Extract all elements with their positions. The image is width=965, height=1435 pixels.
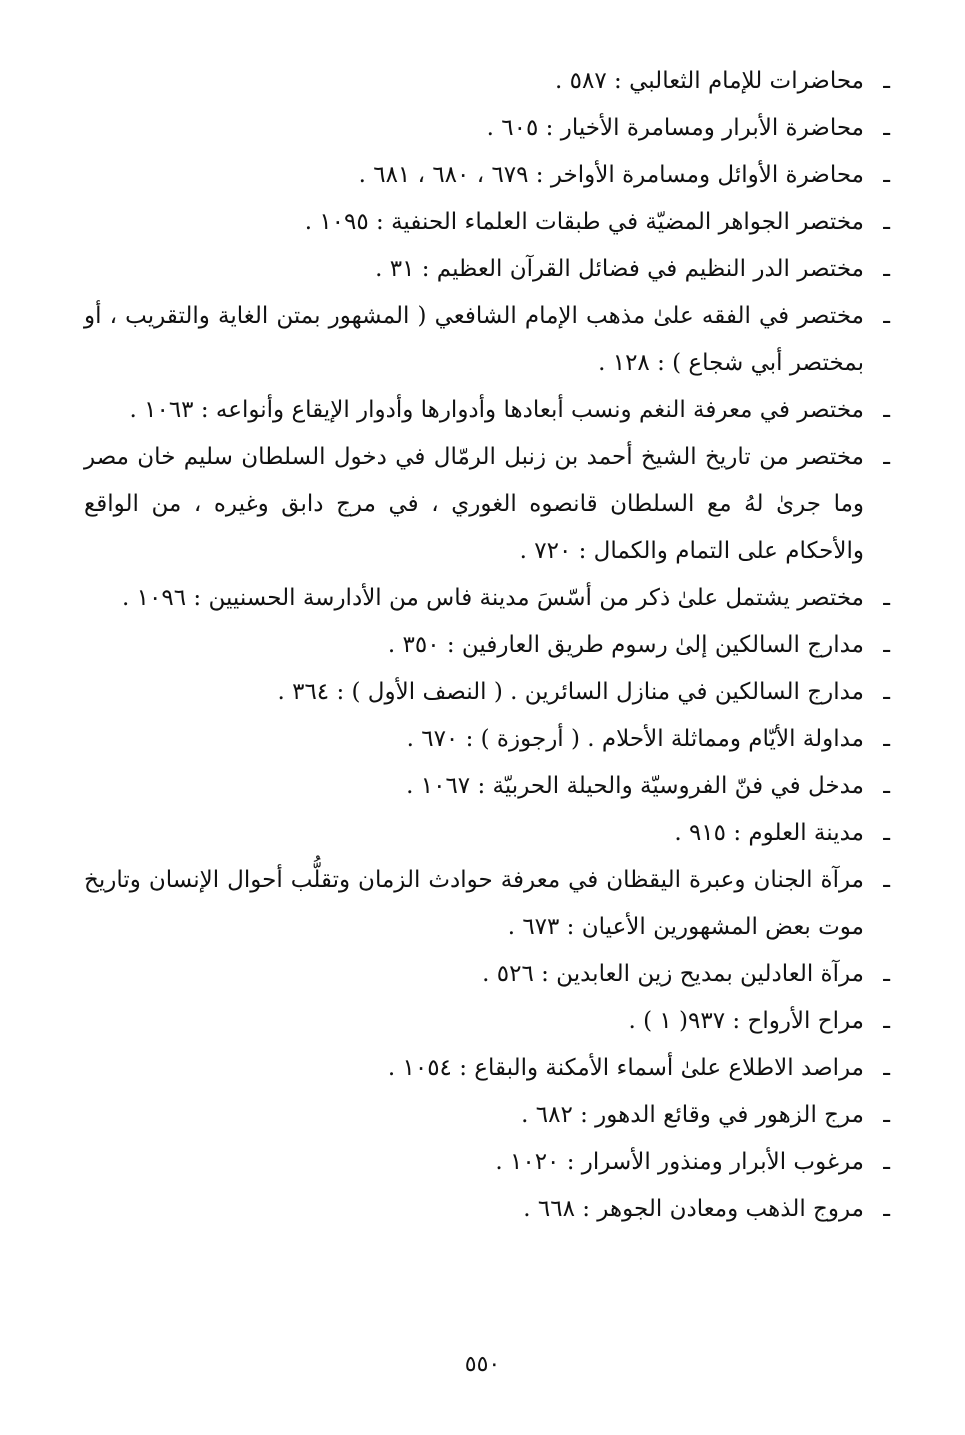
entry-text: محاضرة الأبرار ومسامرة الأخيار : ٦٠٥ . bbox=[486, 115, 864, 141]
entry-text: مرج الزهور في وقائع الدهور : ٦٨٢ . bbox=[521, 1102, 864, 1128]
entry-text: مختصر في الفقه علىٰ مذهب الإمام الشافعي ( المشهور بمتن الغاية والتقريب ، أو بمختصر أبي شجاع ) : ١٢٨ . bbox=[84, 303, 864, 376]
index-entry bbox=[84, 1186, 890, 1233]
index-entry bbox=[84, 998, 890, 1045]
index-entry bbox=[84, 293, 890, 387]
entry-dash: ـ bbox=[883, 1196, 890, 1222]
entry-text: مروج الذهب ومعادن الجوهر : ٦٦٨ . bbox=[523, 1196, 864, 1222]
entry-text: مدارج السالكين في منازل السائرين . ( النصف الأول ) : ٣٦٤ . bbox=[277, 679, 864, 705]
entry-dash: ـ bbox=[883, 209, 890, 235]
entry-text: مدخل في فنّ الفروسيّة والحيلة الحربيّة : ١٠٦٧ . bbox=[406, 773, 864, 799]
index-entry bbox=[84, 199, 890, 246]
entry-dash: ـ bbox=[883, 397, 890, 423]
entry-dash: ـ bbox=[883, 585, 890, 611]
index-entry bbox=[84, 575, 890, 622]
entry-text: مختصر الدر النظيم في فضائل القرآن العظيم : ٣١ . bbox=[375, 256, 864, 282]
entry-text: مختصر الجواهر المضيّة في طبقات العلماء الحنفية : ١٠٩٥ . bbox=[304, 209, 864, 235]
index-entry bbox=[84, 1045, 890, 1092]
entry-dash: ـ bbox=[883, 1055, 890, 1081]
entry-dash: ـ bbox=[883, 115, 890, 141]
entry-text: مدينة العلوم : ٩١٥ . bbox=[674, 820, 864, 846]
index-entry bbox=[84, 152, 890, 199]
index-entry bbox=[84, 763, 890, 810]
page-number: ٥٥٠ bbox=[464, 1352, 501, 1377]
entry-dash: ـ bbox=[883, 632, 890, 658]
entry-text: مراح الأرواح : ٩٣٧( ١ ) . bbox=[628, 1008, 864, 1034]
entry-text: مختصر من تاريخ الشيخ أحمد بن زنبل الرمّال في دخول السلطان سليم خان مصر وما جرىٰ لهُ مع السلطان قانصوه الغوري ، في مرج دابق وغيره ، من الواقع والأحكام على التمام والكمال : ٧٢٠ . bbox=[84, 444, 864, 564]
entry-dash: ـ bbox=[883, 961, 890, 987]
entry-text: مختصر يشتمل علىٰ ذكر من أسّسَ مدينة فاس من الأدارسة الحسنيين : ١٠٩٦ . bbox=[122, 585, 864, 611]
index-entry bbox=[84, 716, 890, 763]
entry-dash: ـ bbox=[883, 162, 890, 188]
entry-dash: ـ bbox=[883, 444, 890, 470]
index-entry bbox=[84, 434, 890, 575]
entry-dash: ـ bbox=[883, 256, 890, 282]
index-entry bbox=[84, 58, 890, 105]
entry-dash: ـ bbox=[883, 726, 890, 752]
entry-dash: ـ bbox=[883, 303, 890, 329]
entry-dash: ـ bbox=[883, 820, 890, 846]
entry-text: مراصد الاطلاع علىٰ أسماء الأمكنة والبقاع : ١٠٥٤ . bbox=[387, 1055, 864, 1081]
entry-dash: ـ bbox=[883, 1149, 890, 1175]
entry-text: مرغوب الأبرار ومنذور الأسرار : ١٠٢٠ . bbox=[495, 1149, 864, 1175]
entry-dash: ـ bbox=[883, 1008, 890, 1034]
entry-text: محاضرة الأوائل ومسامرة الأواخر : ٦٧٩ ، ٦٨٠ ، ٦٨١ . bbox=[358, 162, 864, 188]
entry-dash: ـ bbox=[883, 773, 890, 799]
entry-dash: ـ bbox=[883, 679, 890, 705]
entry-dash: ـ bbox=[883, 867, 890, 893]
entry-text: مختصر في معرفة النغم ونسب أبعادها وأدوارها وأدوار الإيقاع وأنواعه : ١٠٦٣ . bbox=[129, 397, 864, 423]
index-entry bbox=[84, 622, 890, 669]
entry-dash: ـ bbox=[883, 68, 890, 94]
entry-text: مدارج السالكين إلىٰ رسوم طريق العارفين : ٣٥٠ . bbox=[387, 632, 864, 658]
index-entry bbox=[84, 387, 890, 434]
index-entry bbox=[84, 810, 890, 857]
index-entry bbox=[84, 857, 890, 951]
index-entry bbox=[84, 1139, 890, 1186]
index-entry bbox=[84, 1092, 890, 1139]
index-entry bbox=[84, 951, 890, 998]
entry-text: محاضرات للإمام الثعالبي : ٥٨٧ . bbox=[555, 68, 864, 94]
entry-text: مداولة الأيّام ومماثلة الأحلام . ( أرجوزة ) : ٦٧٠ . bbox=[406, 726, 864, 752]
index-entry bbox=[84, 105, 890, 152]
entry-text: مرآة العادلين بمديح زين العابدين : ٥٢٦ . bbox=[482, 961, 864, 987]
index-entry bbox=[84, 669, 890, 716]
entry-text: مرآة الجنان وعبرة اليقظان في معرفة حوادث الزمان وتقلُّب أحوال الإنسان وتاريخ موت بعض المشهورين الأعيان : ٦٧٣ . bbox=[84, 867, 864, 940]
index-entry-list bbox=[84, 58, 890, 1233]
entry-dash: ـ bbox=[883, 1102, 890, 1128]
index-entry bbox=[84, 246, 890, 293]
